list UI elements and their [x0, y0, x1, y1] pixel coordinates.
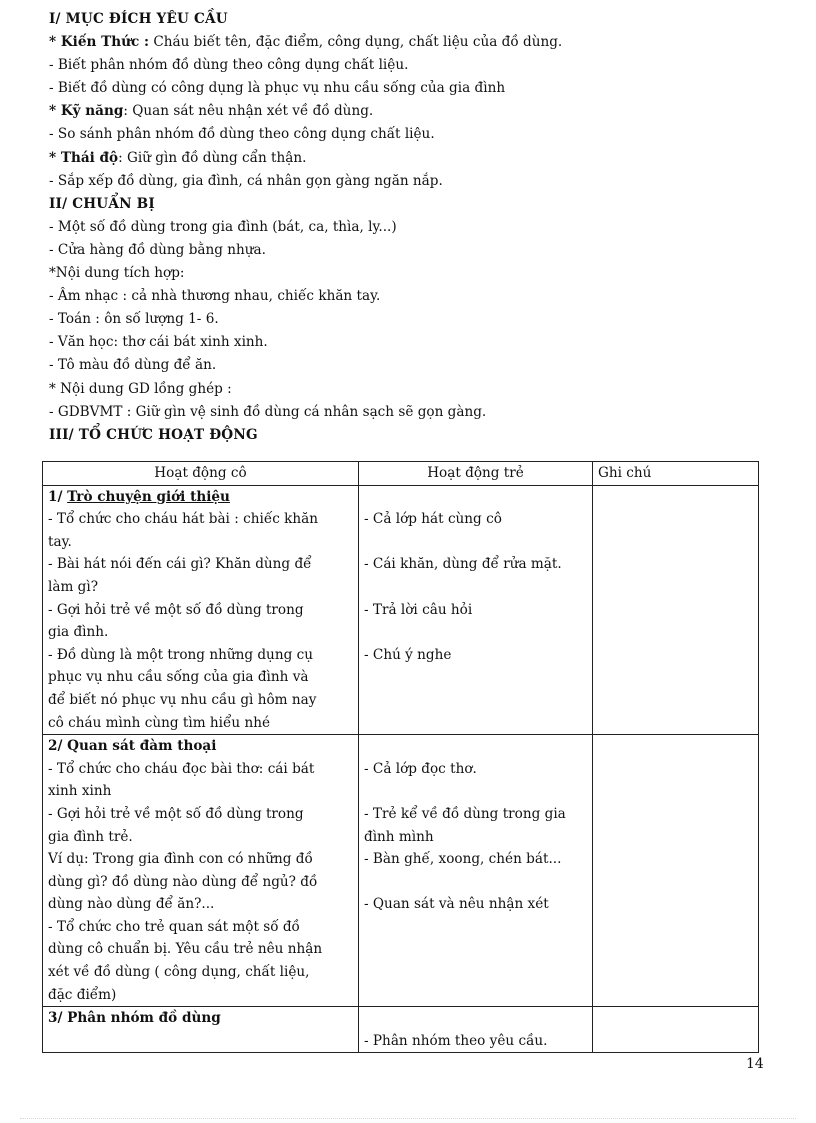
skill-point: - So sánh phân nhóm đồ dùng theo công dụng chất liệu.: [49, 126, 435, 143]
teacher-activity-cell: [43, 735, 359, 1007]
teacher-line: gia đình.: [48, 624, 109, 641]
child-line: - Chú ý nghe: [364, 646, 452, 663]
child-activity-cell: [359, 1007, 593, 1053]
teacher-line: - Đồ dùng là một trong những dụng cụ: [48, 646, 313, 663]
page-number: 14: [746, 1056, 764, 1072]
activity-number: 1/: [48, 488, 68, 505]
prep-line: * Nội dung GD lồng ghép :: [49, 380, 232, 397]
activity-title: [48, 486, 353, 509]
section-title-preparation: II/ CHUẨN BỊ: [49, 195, 155, 212]
teacher-line: làm gì?: [48, 578, 99, 595]
activity-title: 3/ Phân nhóm đồ dùng: [48, 1010, 221, 1027]
child-line: - Bàn ghế, xoong, chén bát...: [364, 851, 562, 868]
skill-label: * Kỹ năng: [49, 103, 124, 120]
activity-name: Trò chuyện giới thiệu: [67, 488, 230, 505]
attitude-line: [49, 147, 769, 170]
knowledge-label: * Kiến Thức :: [49, 34, 149, 51]
teacher-line: - Bài hát nói đến cái gì? Khăn dùng để: [48, 556, 312, 573]
child-line: - Trẻ kể về đồ dùng trong gia: [364, 805, 566, 822]
prep-line: - Cửa hàng đồ dùng bằng nhựa.: [49, 241, 266, 258]
skill-line: [49, 100, 769, 123]
prep-line: - GDBVMT : Giữ gìn vệ sinh đồ dùng cá nhân sạch sẽ gọn gàng.: [49, 403, 487, 420]
knowledge-point: - Biết đồ dùng có công dụng là phục vụ nhu cầu sống của gia đình: [49, 80, 506, 97]
teacher-line: để biết nó phục vụ nhu cầu gì hôm nay: [48, 691, 317, 708]
child-line: - Cả lớp đọc thơ.: [364, 760, 477, 777]
teacher-line: - Tổ chức cho cháu đọc bài thơ: cái bát: [48, 760, 315, 777]
prep-line: - Âm nhạc : cả nhà thương nhau, chiếc khăn tay.: [49, 288, 381, 305]
teacher-line: phục vụ nhu cầu sống của gia đình và: [48, 669, 309, 686]
teacher-line: - Gợi hỏi trẻ về một số đồ dùng trong: [48, 601, 304, 618]
activity-table: [42, 461, 759, 1053]
prep-line: - Tô màu đồ dùng để ăn.: [49, 357, 217, 374]
child-activity-cell: [359, 485, 593, 735]
prep-line: - Văn học: thơ cái bát xinh xinh.: [49, 334, 268, 351]
teacher-line: - Tổ chức cho cháu hát bài : chiếc khăn: [48, 511, 318, 528]
child-line: - Cả lớp hát cùng cô: [364, 511, 502, 528]
prep-line: *Nội dung tích hợp:: [49, 265, 185, 282]
activity-title: 2/ Quan sát đàm thoại: [48, 738, 217, 755]
child-activity-cell: [359, 735, 593, 1007]
prep-line: - Toán : ôn số lượng 1- 6.: [49, 311, 219, 328]
header-child-activity: Hoạt động trẻ: [359, 462, 593, 486]
notes-cell: [593, 735, 759, 1007]
table-row: [43, 735, 759, 1007]
teacher-line: cô cháu mình cùng tìm hiểu nhé: [48, 714, 271, 731]
table-row: [43, 485, 759, 735]
child-line: - Cái khăn, dùng để rửa mặt.: [364, 556, 562, 573]
teacher-line: xét về đồ dùng ( công dụng, chất liệu,: [48, 964, 310, 981]
child-line: - Phân nhóm theo yêu cầu.: [364, 1032, 548, 1049]
teacher-line: dùng gì? đồ dùng nào dùng để ngủ? đồ: [48, 873, 318, 890]
teacher-line: xinh xinh: [48, 783, 112, 800]
table-header-row: [43, 462, 759, 486]
knowledge-text: Cháu biết tên, đặc điểm, công dụng, chất liệu của đồ dùng.: [149, 34, 563, 51]
teacher-line: - Tổ chức cho trẻ quan sát một số đồ: [48, 918, 300, 935]
lesson-objectives: [49, 8, 769, 447]
teacher-activity-cell: [43, 485, 359, 735]
teacher-line: dùng cô chuẩn bị. Yêu cầu trẻ nêu nhận: [48, 941, 323, 958]
header-teacher-activity: Hoạt động cô: [43, 462, 359, 486]
header-notes: Ghi chú: [593, 462, 759, 486]
teacher-line: dùng nào dùng để ăn?...: [48, 896, 215, 913]
teacher-line: gia đình trẻ.: [48, 828, 133, 845]
skill-text: : Quan sát nêu nhận xét về đồ dùng.: [123, 103, 374, 120]
attitude-label: * Thái độ: [49, 149, 119, 166]
teacher-activity-cell: [43, 1007, 359, 1053]
prep-line: - Một số đồ dùng trong gia đình (bát, ca, thìa, ly...): [49, 218, 397, 235]
page-bottom-divider: [20, 1118, 796, 1119]
teacher-line: Ví dụ: Trong gia đình con có những đồ: [48, 851, 313, 868]
notes-cell: [593, 485, 759, 735]
attitude-text: : Giữ gìn đồ dùng cẩn thận.: [118, 149, 307, 166]
teacher-line: - Gợi hỏi trẻ về một số đồ dùng trong: [48, 805, 304, 822]
notes-cell: [593, 1007, 759, 1053]
knowledge-point: - Biết phân nhóm đồ dùng theo công dụng chất liệu.: [49, 57, 409, 74]
table-row: [43, 1007, 759, 1053]
section-title-objectives: I/ MỤC ĐÍCH YÊU CẦU: [49, 11, 228, 27]
child-line: đình mình: [364, 828, 434, 845]
attitude-point: - Sắp xếp đồ dùng, gia đình, cá nhân gọn gàng ngăn nắp.: [49, 172, 443, 189]
teacher-line: đặc điểm): [48, 986, 117, 1003]
knowledge-line: [49, 31, 769, 54]
section-title-activities: III/ TỔ CHỨC HOẠT ĐỘNG: [49, 426, 258, 443]
teacher-line: tay.: [48, 533, 72, 550]
child-line: - Quan sát và nêu nhận xét: [364, 896, 549, 913]
child-line: - Trả lời câu hỏi: [364, 601, 473, 618]
